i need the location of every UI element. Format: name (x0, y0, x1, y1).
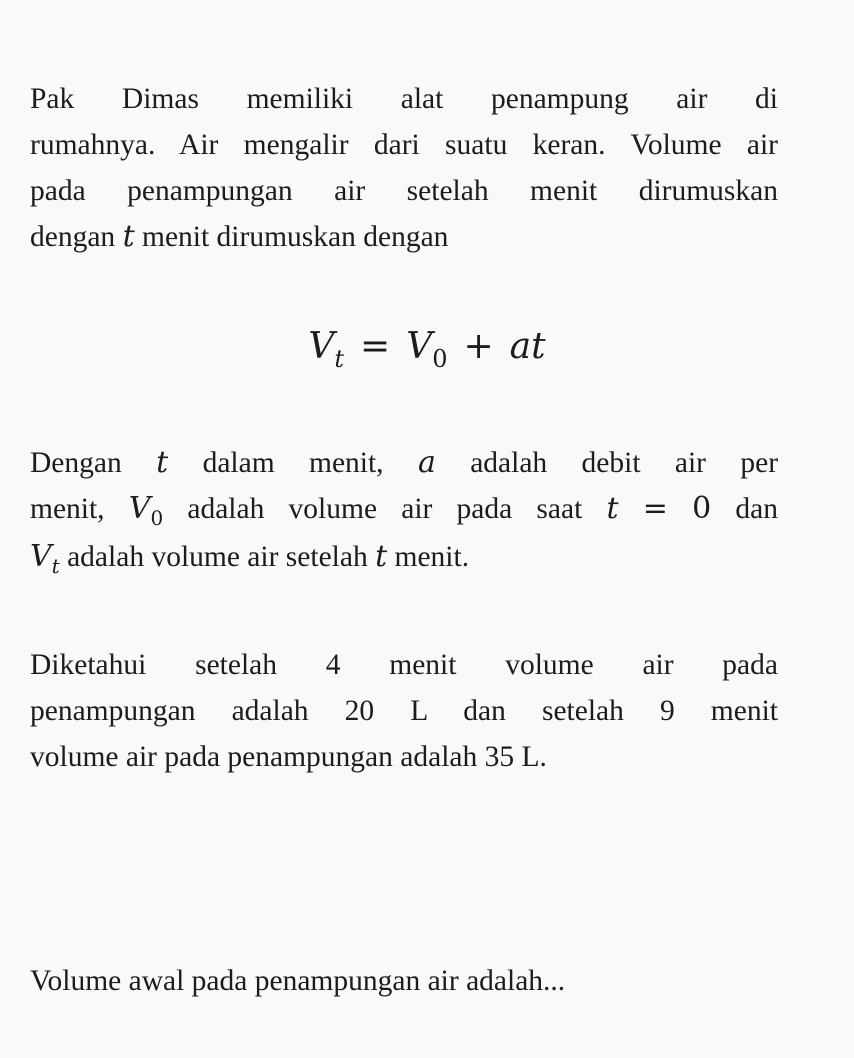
def-l1-text-a: Dengan (30, 447, 122, 479)
given-line-3: volume air pada penampungan adalah 35 L. (30, 741, 547, 773)
intro-line-4-text-a: dengan (30, 221, 116, 253)
definition-line-3 (30, 534, 778, 582)
def-l3-text-b: menit. (394, 541, 470, 573)
condition-t-zero (607, 493, 712, 525)
variable-t: t (375, 539, 388, 574)
given-line-1: Diketahui setelah 4 menit volume air pada (30, 649, 778, 681)
definition-line-2 (30, 486, 778, 534)
variable-vt (30, 539, 60, 578)
variable-v0 (128, 491, 164, 530)
def-l3-text-a: adalah volume air setelah (67, 541, 368, 573)
def-l2-text-b: adalah volume air pada saat (187, 493, 583, 525)
definition-paragraph (30, 440, 778, 582)
formula-lhs-var: V (308, 326, 335, 367)
question-text: Volume awal pada penampungan air adalah... (30, 965, 566, 997)
variable-a: a (417, 445, 436, 480)
intro-line-2: rumahnya. Air mengalir dari suatu keran. Volume air (30, 129, 778, 161)
definition-line-1 (30, 440, 778, 486)
var-v: V (30, 539, 52, 574)
intro-paragraph (30, 76, 778, 260)
formula-plus: + (463, 326, 494, 367)
def-l1-text-b: dalam menit, (202, 447, 384, 479)
volume-formula (0, 322, 854, 375)
intro-line-4 (30, 214, 778, 260)
def-l2-text-c: dan (735, 493, 779, 525)
given-line-2: penampungan adalah 20 L dan setelah 9 menit (30, 695, 778, 727)
var-v: V (128, 491, 151, 526)
cond-zero: 0 (692, 491, 712, 526)
var-sub-0: 0 (150, 506, 164, 530)
cond-equals: = (642, 491, 668, 526)
variable-t: t (156, 445, 169, 480)
var-sub-t: t (51, 554, 60, 578)
cond-var-t: t (606, 491, 619, 526)
formula-equals: = (360, 326, 391, 367)
intro-line-1: Pak Dimas memiliki alat penampung air di (30, 83, 778, 115)
def-l2-text-a: menit, (30, 493, 105, 525)
variable-t: t (122, 219, 135, 254)
formula-lhs-sub: t (334, 345, 345, 373)
formula-rhs-term: at (509, 326, 546, 367)
formula-rhs-sub: 0 (432, 345, 448, 373)
intro-line-3: pada penampungan air setelah menit dirumuskan (30, 175, 778, 207)
def-l1-text-c: adalah debit air per (470, 447, 779, 479)
intro-line-4-text-b: menit dirumuskan dengan (142, 221, 449, 253)
formula-rhs-var: V (406, 326, 433, 367)
given-paragraph (30, 642, 778, 780)
